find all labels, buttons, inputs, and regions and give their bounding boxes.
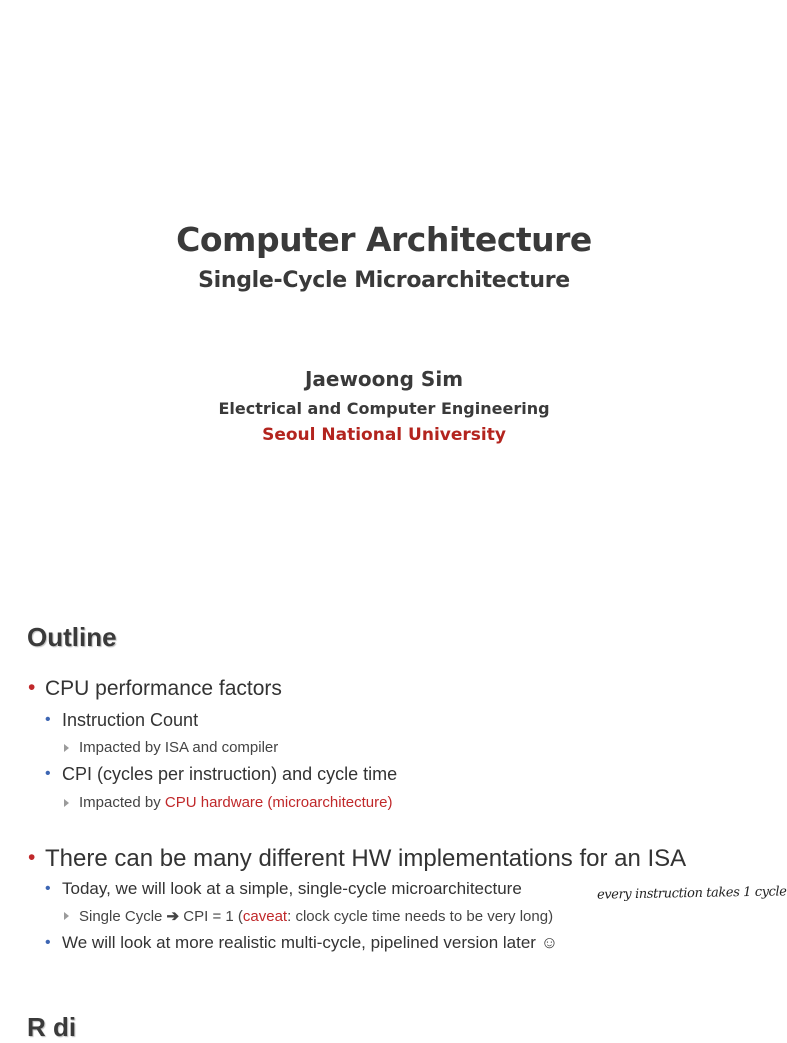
item-text: Single Cycle — [79, 908, 167, 925]
bullet-blue-icon: • — [45, 934, 51, 951]
triangle-bullet-icon — [64, 744, 69, 752]
bullet-blue-icon: • — [45, 711, 51, 728]
arrow-icon: ➔ — [166, 908, 180, 925]
list-item: CPU performance factors — [45, 677, 282, 700]
outline-heading: Outline — [27, 622, 117, 652]
bullet-blue-icon: • — [45, 880, 51, 897]
item-text: CPI = 1 ( — [179, 908, 243, 925]
list-item: There can be many different HW implementations for an ISA — [45, 845, 687, 872]
triangle-bullet-icon — [64, 799, 69, 807]
item-text: : clock cycle time needs to be very long) — [287, 908, 554, 925]
list-item: Impacted by ISA and compiler — [79, 739, 279, 756]
author-name: Jaewoong Sim — [304, 367, 464, 391]
bullet-blue-icon: • — [45, 765, 51, 782]
item-text: Impacted by — [79, 794, 165, 811]
bullet-red-icon: • — [28, 676, 36, 699]
next-slide-heading-partial: R di — [27, 1012, 77, 1042]
university: Seoul National University — [262, 425, 506, 445]
department: Electrical and Computer Engineering — [218, 399, 550, 418]
list-item: Today, we will look at a simple, single-cycle microarchitecture — [62, 879, 522, 898]
handwritten-note: every instruction takes 1 cycle — [596, 884, 787, 903]
list-item — [79, 907, 553, 925]
bullet-red-icon: • — [28, 846, 36, 869]
triangle-bullet-icon — [64, 912, 69, 920]
list-item: CPI (cycles per instruction) and cycle time — [62, 764, 398, 784]
list-item: Instruction Count — [62, 710, 199, 730]
highlight-text: caveat — [242, 908, 288, 925]
list-item — [79, 794, 392, 811]
list-item: We will look at more realistic multi-cycle, pipelined version later ☺ — [62, 933, 559, 952]
slide-title: Computer Architecture — [176, 220, 592, 259]
outline-slide — [0, 600, 787, 1042]
slide-subtitle: Single-Cycle Microarchitecture — [198, 268, 570, 293]
highlight-text: CPU hardware (microarchitecture) — [164, 794, 393, 811]
